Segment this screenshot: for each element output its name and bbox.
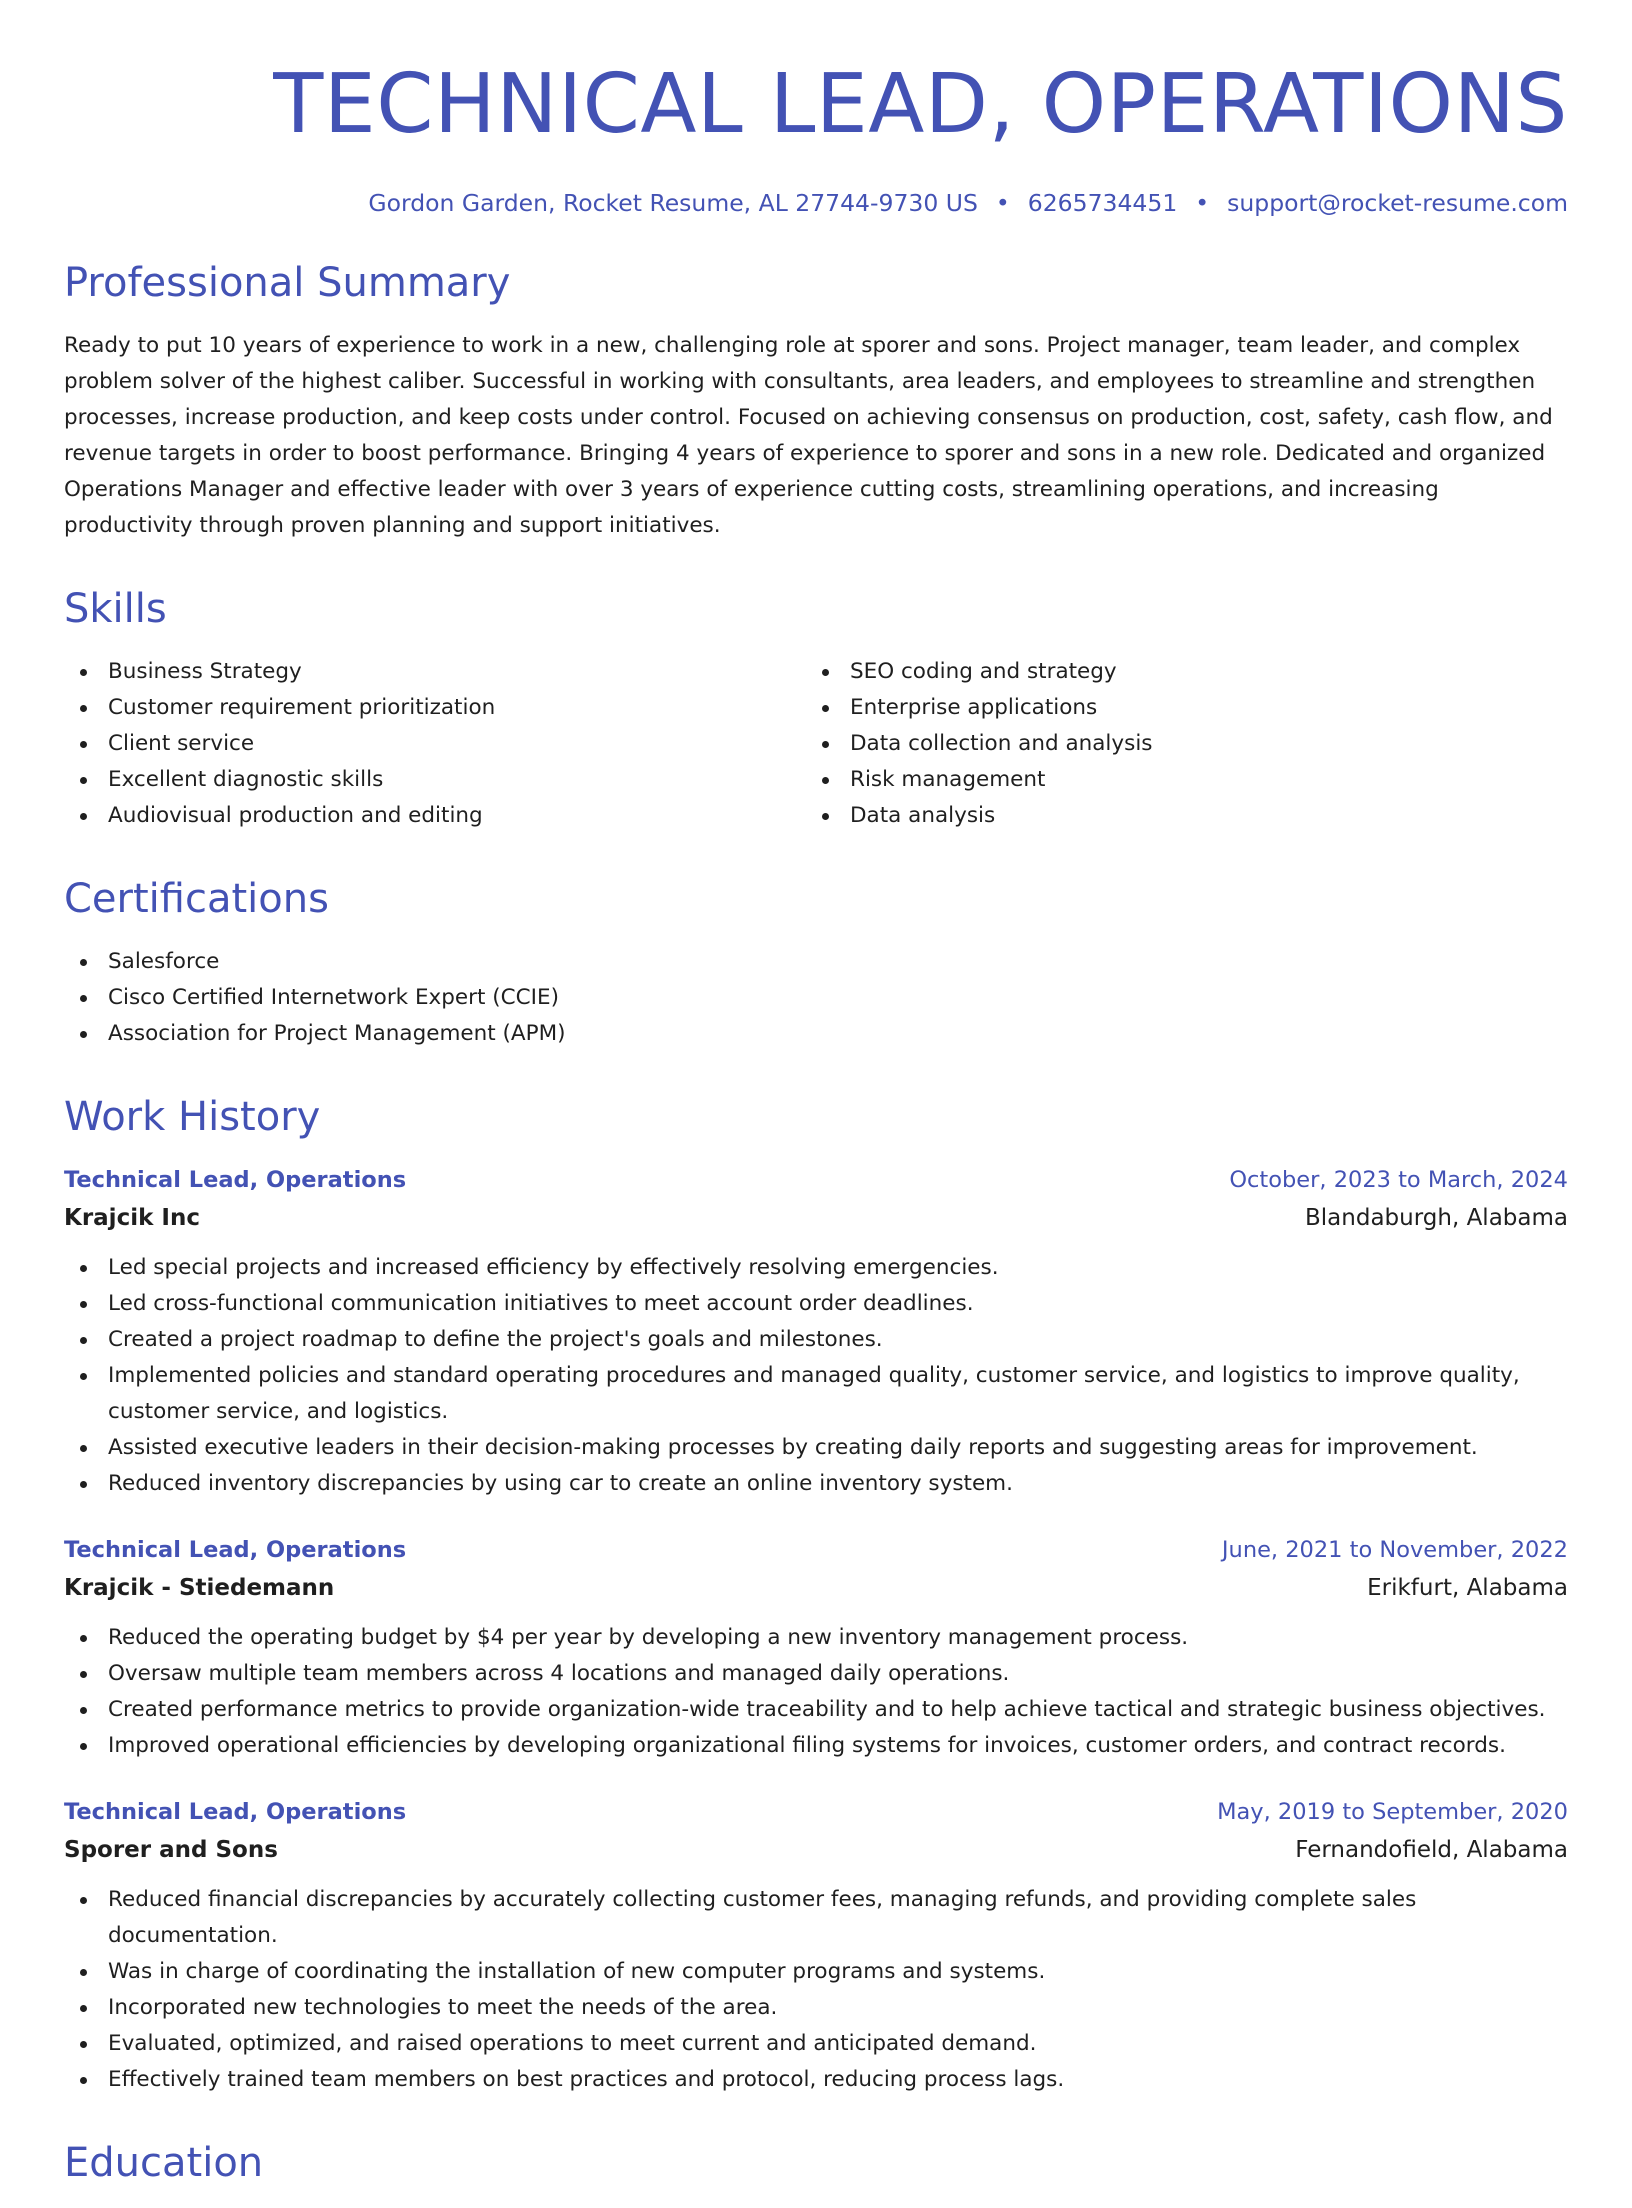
candidate-title: TECHNICAL LEAD, OPERATIONS (273, 57, 1568, 152)
job-company-row (64, 1830, 1568, 1870)
job-bullet: Reduced the operating budget by $4 per year by developing a new inventory management process. (64, 1620, 1568, 1656)
section-heading: Certifications (64, 876, 329, 922)
job-location: Fernandofield, Alabama (1295, 1837, 1568, 1863)
job-bullet: Implemented policies and standard operating procedures and managed quality, customer service, and logistics to improve quality, customer service, and logistics. (64, 1358, 1568, 1430)
job-bullet: Reduced inventory discrepancies by using car to create an online inventory system. (64, 1466, 1568, 1502)
resume-header (64, 0, 1568, 218)
job-bullet: Effectively trained team members on best practices and protocol, reducing process lags. (64, 2062, 1568, 2098)
skills-list-right (806, 654, 1548, 834)
job-entry (64, 1794, 1568, 2098)
job-bullet: Evaluated, optimized, and raised operations to meet current and anticipated demand. (64, 2026, 1568, 2062)
job-bullets (64, 1882, 1568, 2098)
contact-address: Gordon Garden, Rocket Resume, AL 27744-9730 US (368, 189, 978, 217)
contact-line (64, 188, 1568, 218)
education-section (64, 2138, 1568, 2188)
skill-item: Data analysis (806, 798, 1548, 834)
job-bullet: Oversaw multiple team members across 4 locations and managed daily operations. (64, 1656, 1568, 1692)
skill-item: Enterprise applications (806, 690, 1548, 726)
job-bullet: Improved operational efficiencies by developing organizational filing systems for invoices, customer orders, and contract records. (64, 1728, 1568, 1764)
job-title-row (64, 1532, 1568, 1568)
job-bullet: Assisted executive leaders in their decision-making processes by creating daily reports and suggesting areas for improvement. (64, 1430, 1568, 1466)
job-bullet: Incorporated new technologies to meet the needs of the area. (64, 1990, 1568, 2026)
skill-item: Client service (64, 726, 806, 762)
job-dates: June, 2021 to November, 2022 (1221, 1537, 1568, 1563)
job-location: Blandaburgh, Alabama (1305, 1205, 1568, 1231)
professional-summary-section (64, 258, 1568, 544)
skills-list-left (64, 654, 806, 834)
job-company-row (64, 1198, 1568, 1238)
job-location: Erikfurt, Alabama (1367, 1575, 1568, 1601)
job-company: Sporer and Sons (64, 1837, 278, 1863)
section-heading: Work History (64, 1094, 321, 1140)
job-title: Technical Lead, Operations (64, 1167, 407, 1193)
job-dates: May, 2019 to September, 2020 (1217, 1799, 1568, 1825)
job-bullet: Created a project roadmap to define the project's goals and milestones. (64, 1322, 1568, 1358)
skills-grid (64, 654, 1568, 834)
job-dates: October, 2023 to March, 2024 (1229, 1167, 1568, 1193)
section-heading: Professional Summary (64, 260, 511, 306)
job-bullets (64, 1250, 1568, 1502)
job-company-row (64, 1568, 1568, 1608)
job-bullet: Reduced financial discrepancies by accurately collecting customer fees, managing refunds, and providing complete sales documentation. (64, 1882, 1568, 1954)
job-title: Technical Lead, Operations (64, 1799, 407, 1825)
job-bullet: Led cross-functional communication initiatives to meet account order deadlines. (64, 1286, 1568, 1322)
certifications-list (64, 944, 1568, 1052)
certifications-section (64, 874, 1568, 1052)
skill-item: Business Strategy (64, 654, 806, 690)
job-bullet: Was in charge of coordinating the installation of new computer programs and systems. (64, 1954, 1568, 1990)
section-heading: Skills (64, 586, 167, 632)
job-bullet: Created performance metrics to provide organization-wide traceability and to help achieve tactical and strategic business objectives. (64, 1692, 1568, 1728)
certification-item: Association for Project Management (APM) (64, 1016, 1568, 1052)
skill-item: Data collection and analysis (806, 726, 1548, 762)
skill-item: Risk management (806, 762, 1548, 798)
certification-item: Salesforce (64, 944, 1568, 980)
skill-item: Excellent diagnostic skills (64, 762, 806, 798)
summary-text: Ready to put 10 years of experience to work in a new, challenging role at sporer and sons. Project manager, team leader, and complex problem solver of the highest caliber. Successful in working with consultants, area leaders, and employees to streamline and strengthen processes, increase production, and keep costs under control. Focused on achieving consensus on production, cost, safety, cash flow, and revenue targets in order to boost performance. Bringing 4 years of experience to sporer and sons in a new role. Dedicated and organized Operations Manager and effective leader with over 3 years of experience cutting costs, streamlining operations, and increasing productivity through proven planning and support initiatives. (64, 333, 1553, 538)
section-heading: Education (64, 2140, 264, 2186)
job-entry (64, 1532, 1568, 1764)
skills-section (64, 584, 1568, 834)
resume-page (64, 0, 1568, 2208)
job-title-row (64, 1162, 1568, 1198)
job-title-row (64, 1794, 1568, 1830)
contact-separator: • (995, 189, 1010, 217)
job-title: Technical Lead, Operations (64, 1537, 407, 1563)
skill-item: Customer requirement prioritization (64, 690, 806, 726)
contact-email: support@rocket-resume.com (1227, 189, 1568, 217)
job-company: Krajcik Inc (64, 1205, 200, 1231)
contact-separator: • (1195, 189, 1210, 217)
contact-phone: 6265734451 (1027, 189, 1178, 217)
job-bullet: Led special projects and increased efficiency by effectively resolving emergencies. (64, 1250, 1568, 1286)
skill-item: Audiovisual production and editing (64, 798, 806, 834)
certification-item: Cisco Certified Internetwork Expert (CCIE) (64, 980, 1568, 1016)
job-entry (64, 1162, 1568, 1502)
job-company: Krajcik - Stiedemann (64, 1575, 335, 1601)
work-history-section (64, 1092, 1568, 2098)
job-bullets (64, 1620, 1568, 1764)
skill-item: SEO coding and strategy (806, 654, 1548, 690)
